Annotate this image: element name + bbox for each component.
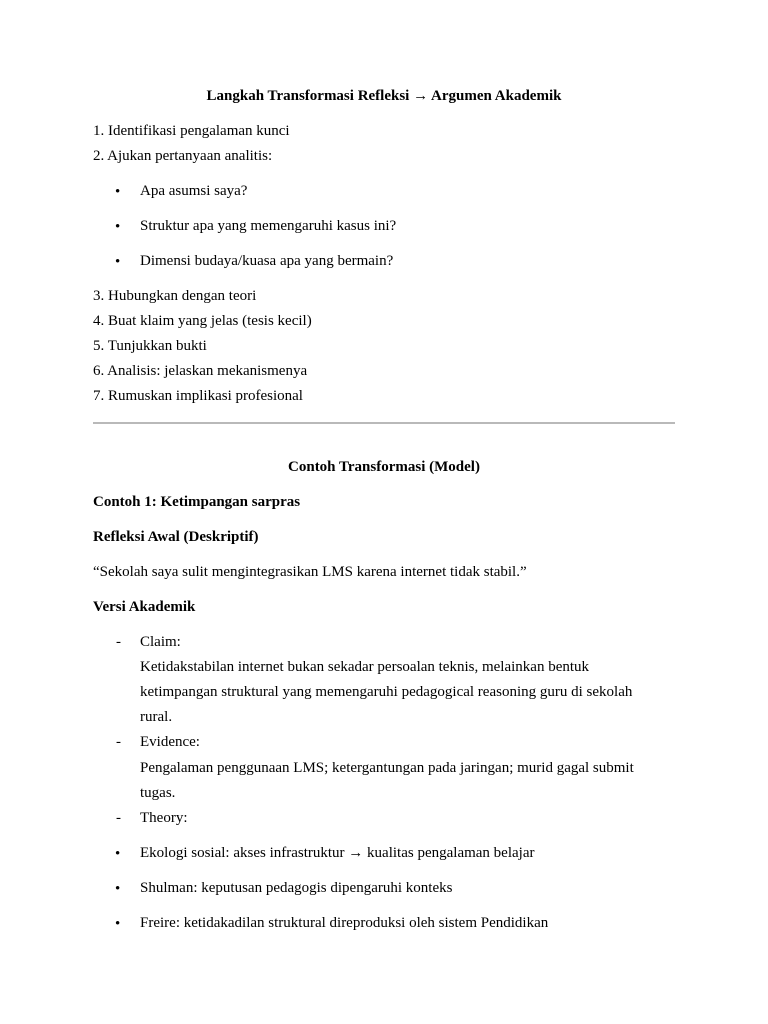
bullet-icon: • (115, 219, 121, 235)
reflection-quote: “Sekolah saya sulit mengintegrasikan LMS karena internet tidak stabil.” (93, 564, 527, 580)
bullet-icon: • (115, 916, 121, 932)
claim-line-2: ketimpangan struktural yang memengaruhi pedagogical reasoning guru di sekolah (140, 684, 633, 700)
academic-heading: Versi Akademik (93, 599, 196, 615)
section2-title: Contoh Transformasi (Model) (288, 459, 480, 475)
horizontal-divider (93, 422, 675, 424)
theory-item-2: Shulman: keputusan pedagogis dipengaruhi konteks (140, 880, 453, 896)
theory-label: Theory: (140, 810, 188, 826)
step-1: 1. Identifikasi pengalaman kunci (93, 123, 290, 139)
theory-item-1: Ekologi sosial: akses infrastruktur → kualitas pengalaman belajar (140, 845, 535, 861)
theory-item-3: Freire: ketidakadilan struktural direproduksi oleh sistem Pendidikan (140, 915, 549, 931)
dash-icon: - (116, 810, 121, 826)
claim-line-1: Ketidakstabilan internet bukan sekadar persoalan teknis, melainkan bentuk (140, 659, 590, 675)
claim-label: Claim: (140, 634, 181, 650)
bullet-icon: • (115, 254, 121, 270)
step-4: 4. Buat klaim yang jelas (tesis kecil) (93, 313, 312, 329)
example-heading: Contoh 1: Ketimpangan sarpras (93, 494, 301, 510)
evidence-label: Evidence: (140, 734, 200, 750)
evidence-line-2: tugas. (140, 785, 176, 801)
step-3: 3. Hubungkan dengan teori (93, 288, 257, 304)
section1-title: Langkah Transformasi Refleksi → Argumen Akademik (206, 88, 562, 104)
evidence-line-1: Pengalaman penggunaan LMS; ketergantungan pada jaringan; murid gagal submit (140, 760, 634, 776)
question-1: Apa asumsi saya? (140, 183, 248, 199)
dash-icon: - (116, 734, 121, 750)
bullet-icon: • (115, 881, 121, 897)
step-6: 6. Analisis: jelaskan mekanismenya (93, 363, 308, 379)
dash-icon: - (116, 634, 121, 650)
step-5: 5. Tunjukkan bukti (93, 338, 207, 354)
claim-line-3: rural. (140, 709, 173, 725)
question-2: Struktur apa yang memengaruhi kasus ini? (140, 218, 397, 234)
step-2: 2. Ajukan pertanyaan analitis: (93, 148, 273, 164)
bullet-icon: • (115, 184, 121, 200)
reflection-heading: Refleksi Awal (Deskriptif) (93, 529, 259, 545)
bullet-icon: • (115, 846, 121, 862)
question-3: Dimensi budaya/kuasa apa yang bermain? (140, 253, 394, 269)
step-7: 7. Rumuskan implikasi profesional (93, 388, 303, 404)
